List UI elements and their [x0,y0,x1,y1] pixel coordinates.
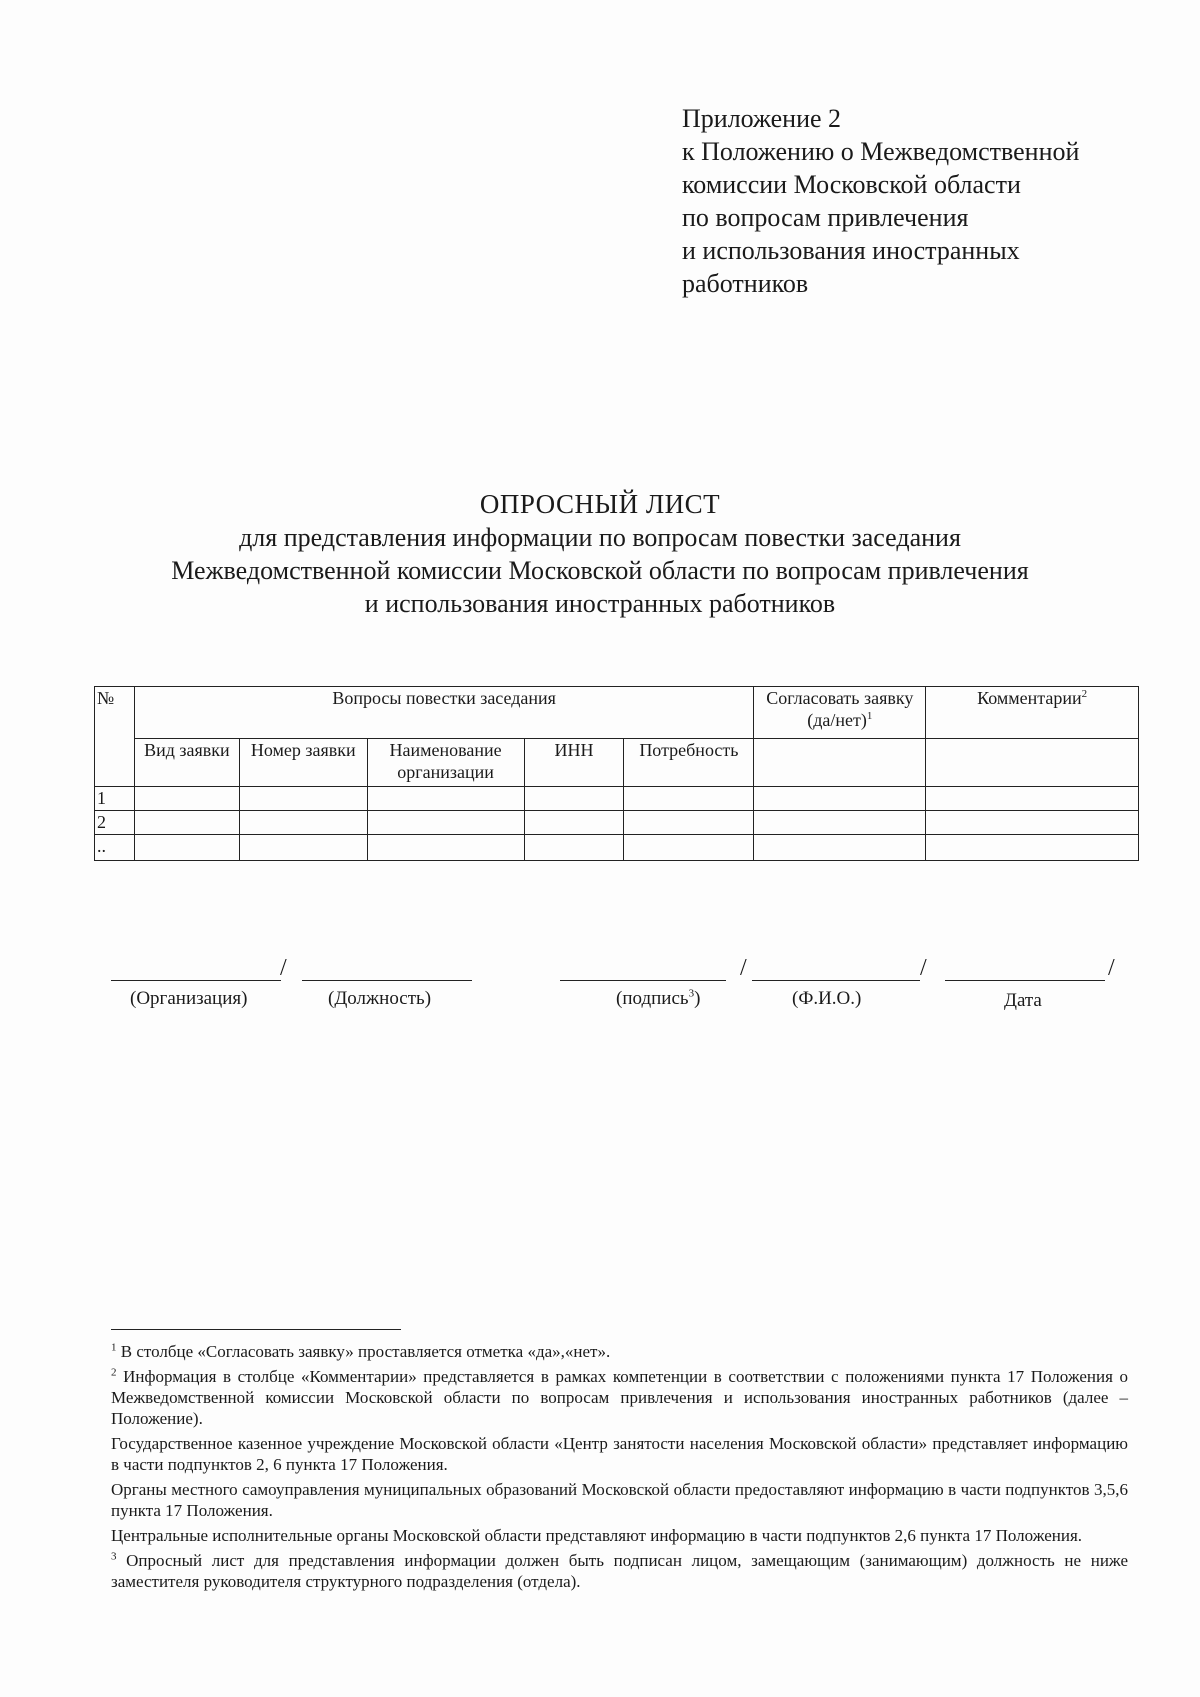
footnote-number: 3 [111,1550,117,1563]
comments-header [926,687,1139,739]
table-row [95,787,1139,811]
footnote-paragraph: Центральные исполнительные органы Московской области представляют информацию в части подпунктов 2,6 пункта 17 Положения. [111,1526,1083,1545]
title-main: ОПРОСНЫЙ ЛИСТ [479,489,721,519]
table-cell [239,835,367,861]
title-line: для представления информации по вопросам повестки заседания [239,523,961,552]
table-cell [524,811,624,835]
separator-slash: / [920,955,927,981]
table-cell [926,787,1139,811]
fio-caption: (Ф.И.О.) [792,988,862,1009]
approve-header [754,687,926,739]
appendix-line: к Положению о Межведомственной [682,137,1080,166]
position-caption: (Должность) [328,988,432,1009]
table-row [95,811,1139,835]
footnote-marker: 3 [688,987,695,1000]
title-line: и использования иностранных работников [364,589,836,618]
table-subheader-row [95,739,1139,787]
signature-caption-text: ) [694,988,701,1009]
subheader-request-type: Вид заявки [134,739,239,787]
table-cell [134,811,239,835]
footnote-separator [111,1329,401,1330]
table-cell [754,811,926,835]
appendix-line: работников [682,269,809,298]
appendix-line: и использования иностранных [682,236,1020,265]
footnote-number: 1 [111,1341,117,1354]
table-cell [239,811,367,835]
separator-slash: / [1108,955,1115,981]
table-cell [754,787,926,811]
table-row [95,835,1139,861]
signature-line [752,980,920,981]
table-header-row [95,687,1139,739]
table-cell [524,787,624,811]
footnotes [111,1341,1128,1596]
footnote-text: Опросный лист для представления информации должен быть подписан лицом, замещающим (занимающим) должность не ниже заместителя руководителя структурного подразделения (отдела). [111,1551,1128,1591]
footnote-2 [111,1366,1128,1429]
table-cell [134,787,239,811]
signature-caption-text: (подпись [616,988,689,1009]
signature-caption [616,988,700,1010]
table-cell [754,835,926,861]
approve-header-text: Согласовать заявку [766,688,914,708]
table-cell [624,787,754,811]
table-cell [754,739,926,787]
table-cell [134,835,239,861]
footnote-text: Информация в столбце «Комментарии» представляется в рамках компетенции в соответствии с положениями пункта 17 Положения о Межведомственной комиссии Московской области по вопросам привлечения и использования иностранных работников (далее – Положение). [111,1367,1129,1428]
row-number: 2 [95,811,135,835]
separator-slash: / [740,955,747,981]
questions-header: Вопросы повестки заседания [134,687,753,739]
signature-line [302,980,472,981]
signature-line [945,980,1105,981]
table-cell [624,811,754,835]
title-line: Межведомственной комиссии Московской области по вопросам привлечения [171,556,1029,585]
table-cell [926,739,1139,787]
subheader-need: Потребность [624,739,754,787]
table-cell [367,811,524,835]
table-cell [524,835,624,861]
organization-caption: (Организация) [130,988,248,1009]
subheader-inn: ИНН [524,739,624,787]
footnote-text: В столбце «Согласовать заявку» проставляется отметка «да»,«нет». [120,1342,611,1361]
appendix-line: Приложение 2 [682,104,842,133]
signature-line [560,980,726,981]
comments-header-text: Комментарии [977,688,1082,708]
table-cell [239,787,367,811]
footnote-paragraph: Органы местного самоуправления муниципальных образований Московской области предоставляют информацию в части подпунктов 3,5,6 пункта 17 Положения. [111,1480,1128,1520]
table-cell [926,835,1139,861]
appendix-line: по вопросам привлечения [682,203,969,232]
appendix-reference [682,102,1079,300]
document-title [0,488,1200,620]
footnote-1 [111,1341,1128,1362]
footnote-marker: 1 [866,710,873,722]
row-number: 1 [95,787,135,811]
table-cell [367,835,524,861]
appendix-line: комиссии Московской области [682,170,1021,199]
table-cell [926,811,1139,835]
date-caption: Дата [1004,990,1042,1011]
table-cell [624,835,754,861]
survey-table [94,686,1139,861]
subheader-request-number: Номер заявки [239,739,367,787]
separator-slash: / [280,955,287,981]
table-cell [367,787,524,811]
signature-line [111,980,281,981]
footnote-number: 2 [111,1366,117,1379]
footnote-paragraph: Государственное казенное учреждение Московской области «Центр занятости населения Московской области» представляет информацию в части подпунктов 2, 6 пункта 17 Положения. [111,1434,1128,1474]
footnote-marker: 2 [1081,688,1088,700]
footnote-3 [111,1550,1128,1592]
num-header: № [95,687,135,787]
approve-header-text: (да/нет) [807,710,867,730]
row-number: .. [95,835,135,861]
subheader-org-name: Наименование организации [367,739,524,787]
